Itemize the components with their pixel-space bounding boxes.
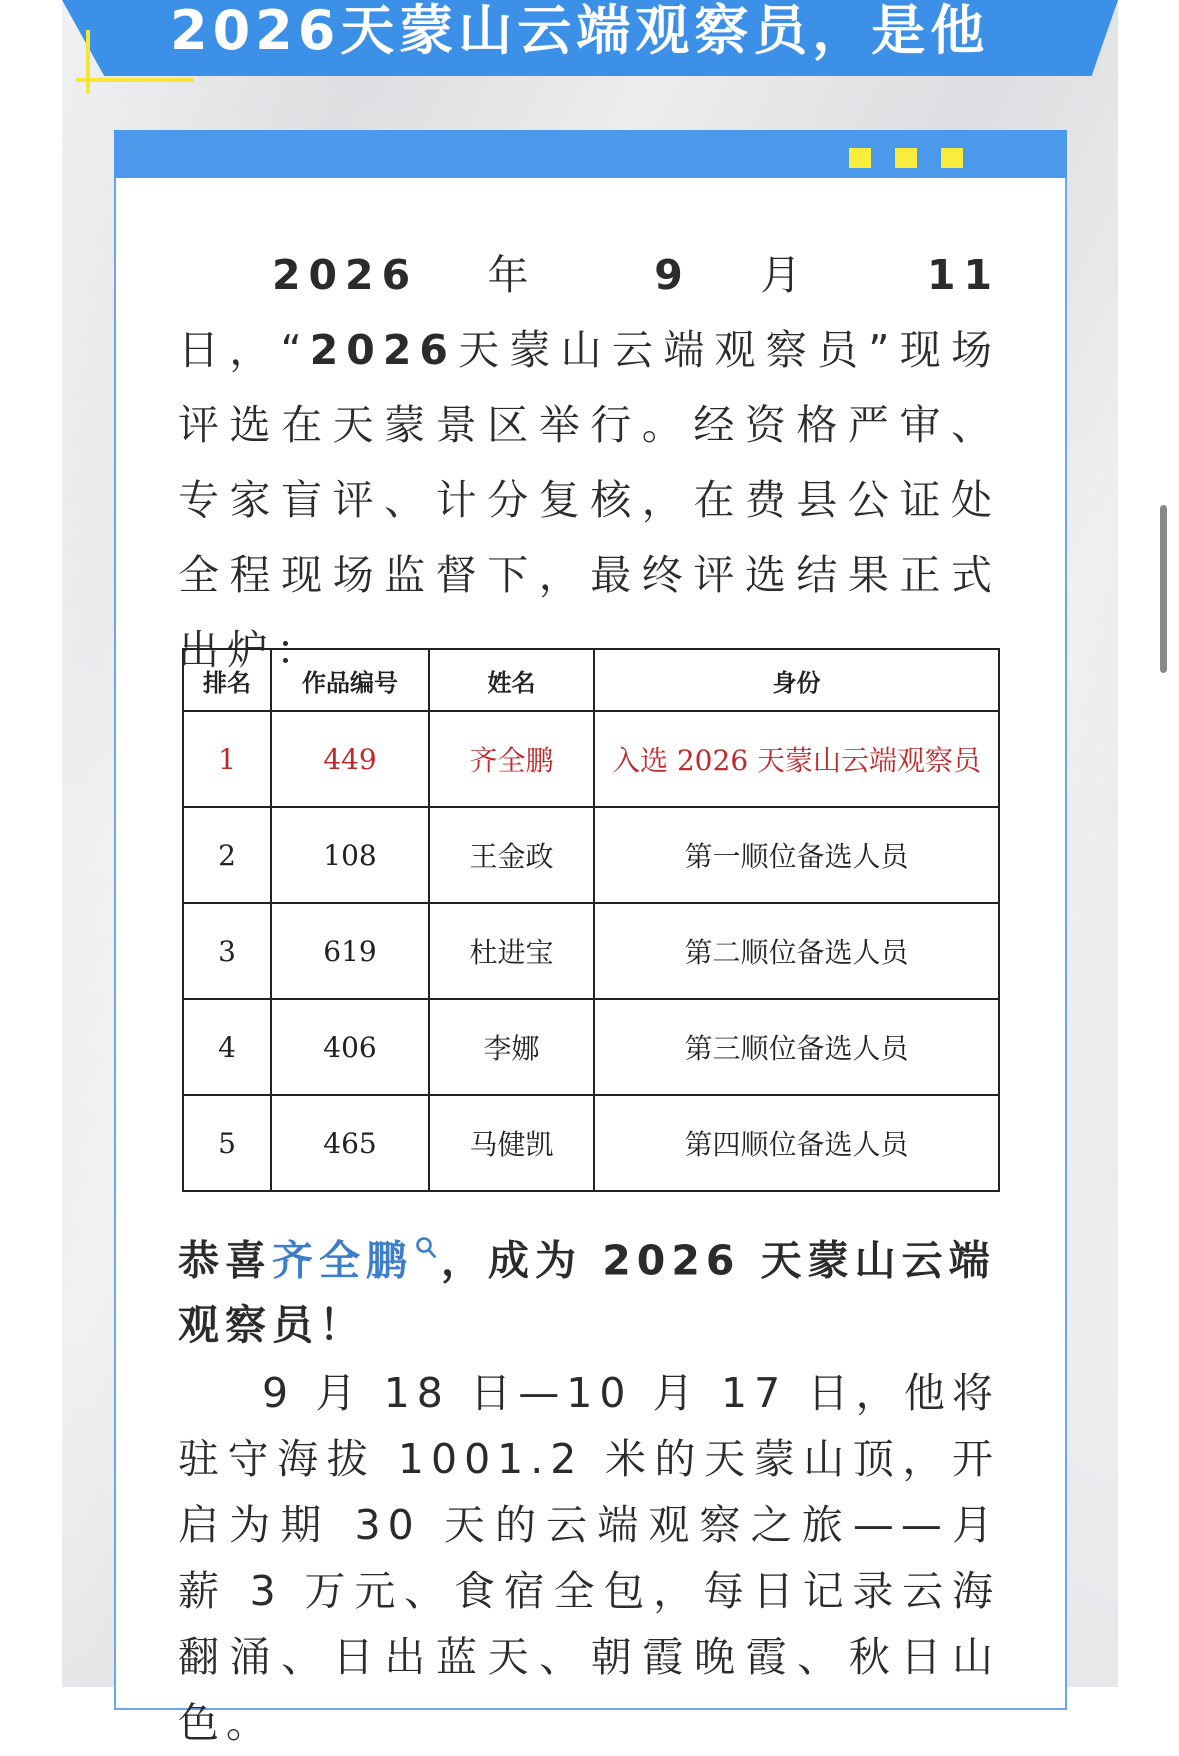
intro-month-char: 月 — [760, 251, 858, 299]
header-role: 身份 — [594, 649, 999, 711]
intro-day: 11 — [926, 251, 1000, 299]
table-header-row — [183, 649, 999, 711]
winner-name-link[interactable]: 齐全鹏 — [272, 1236, 413, 1285]
cell-role: 第一顺位备选人员 — [594, 807, 999, 903]
scrollbar[interactable] — [1160, 505, 1167, 673]
cell-rank: 3 — [183, 903, 271, 999]
congrats-prefix: 恭喜 — [178, 1236, 272, 1285]
cell-rank: 1 — [183, 711, 271, 807]
cell-work-no: 108 — [271, 807, 429, 903]
cell-work-no: 619 — [271, 903, 429, 999]
cell-rank: 4 — [183, 999, 271, 1095]
table-row — [183, 903, 999, 999]
intro-month: 9 — [654, 251, 691, 299]
intro-year-char: 年 — [487, 251, 585, 299]
card-header — [114, 130, 1067, 178]
intro-text: 天蒙山云端观察员”现场评选在天蒙景区举行。经资格严审、专家盲评、计分复核，在费县公证处全程现场监督下，最终评选结果正式出炉： — [178, 326, 1000, 674]
cell-role: 第三顺位备选人员 — [594, 999, 999, 1095]
table-row — [183, 711, 999, 807]
congrats-paragraph — [178, 1222, 1000, 1357]
cell-role: 第二顺位备选人员 — [594, 903, 999, 999]
cell-name: 李娜 — [429, 999, 594, 1095]
header-work-no: 作品编号 — [271, 649, 429, 711]
cell-work-no: 406 — [271, 999, 429, 1095]
header-rank: 排名 — [183, 649, 271, 711]
table-row — [183, 1095, 999, 1191]
intro-day-char: 日，“ — [178, 326, 310, 374]
details-paragraph: 9 月 18 日—10 月 17 日，他将驻守海拔 1001.2 米的天蒙山顶，开启为期 30 天的云端观察之旅——月薪 3 万元、食宿全包，每日记录云海翻涌、日出蓝天、朝霞晚霞、秋日山色。 — [178, 1369, 1000, 1747]
intro-event-year: 2026 — [309, 326, 456, 374]
intro-paragraph — [178, 238, 1000, 688]
decor-square — [895, 148, 917, 168]
decor-line-vertical — [86, 30, 90, 94]
cell-name: 王金政 — [429, 807, 594, 903]
cell-name: 杜进宝 — [429, 903, 594, 999]
decor-square — [849, 148, 871, 168]
page-title: 2026天蒙山云端观察员，是他 — [170, 0, 990, 62]
cell-work-no: 465 — [271, 1095, 429, 1191]
table-row — [183, 999, 999, 1095]
cell-name: 齐全鹏 — [429, 711, 594, 807]
intro-year: 2026 — [272, 251, 419, 299]
congrats-suffix: ，成为 2026 天蒙山云端观察员！ — [178, 1236, 996, 1349]
header-name: 姓名 — [429, 649, 594, 711]
results-table — [182, 648, 1000, 1192]
cell-rank: 5 — [183, 1095, 271, 1191]
decor-line-horizontal — [76, 78, 194, 82]
cell-role: 入选 2026 天蒙山云端观察员 — [594, 711, 999, 807]
cell-name: 马健凯 — [429, 1095, 594, 1191]
decor-square — [941, 148, 963, 168]
cell-rank: 2 — [183, 807, 271, 903]
cell-role: 第四顺位备选人员 — [594, 1095, 999, 1191]
search-icon[interactable] — [415, 1222, 437, 1286]
table-row — [183, 807, 999, 903]
cell-work-no: 449 — [271, 711, 429, 807]
